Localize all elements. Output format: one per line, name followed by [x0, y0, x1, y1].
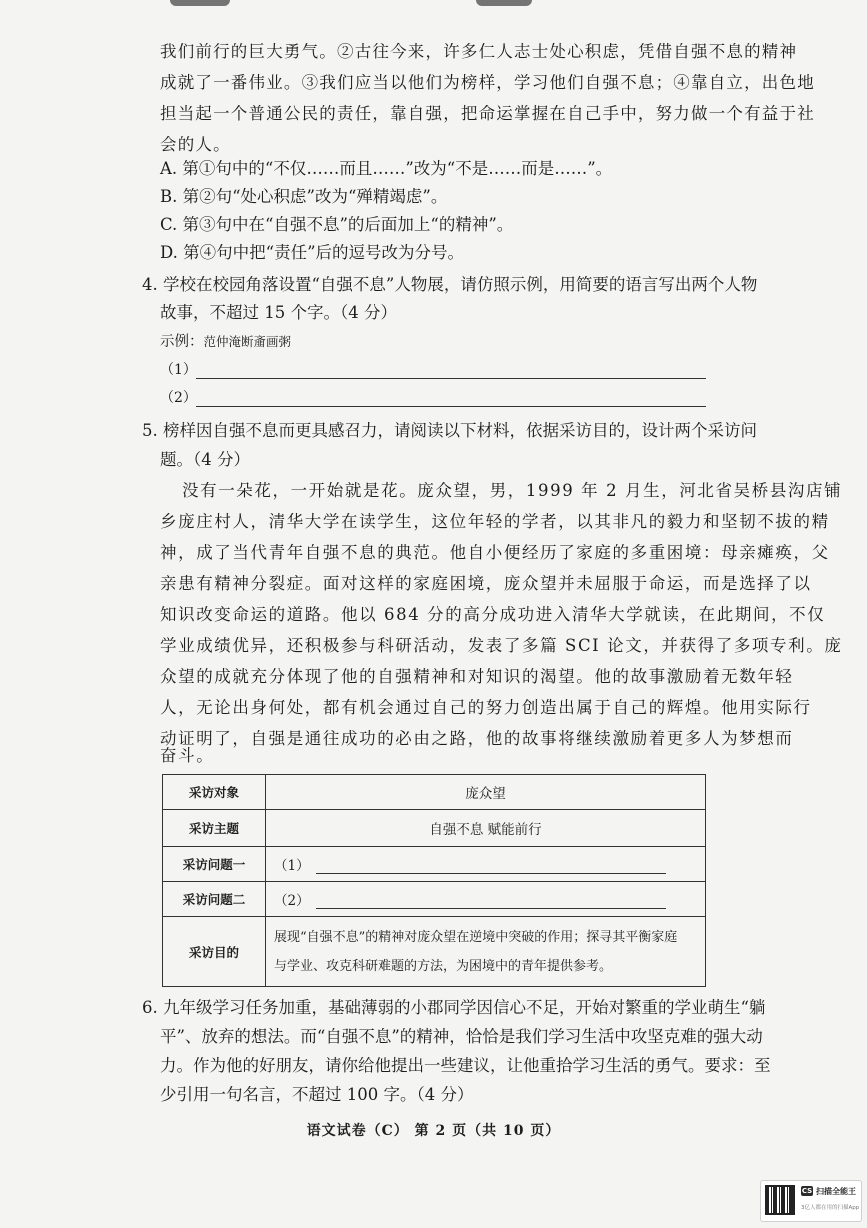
q5-prompt: 5. 榜样因自强不息而更具感召力，请阅读以下材料，依据采访目的，设计两个采访问	[142, 421, 757, 440]
scanner-title: 扫描全能王	[816, 1187, 856, 1196]
scan-artifact	[170, 0, 230, 6]
q3-option-c[interactable]: C. 第③句中在“自强不息”的后面加上“的精神”。	[160, 215, 514, 234]
cs-logo-icon: CS	[801, 1187, 813, 1195]
q6-prompt: 6. 九年级学习任务加重，基础薄弱的小郡同学因信心不足，开始对繁重的学业萌生“躺	[142, 998, 766, 1017]
q5-passage-line: 神，成了当代青年自强不息的典范。他自小便经历了家庭的多重困境：母亲瘫痪，父	[160, 543, 830, 562]
question-1-cell[interactable]	[266, 847, 706, 882]
table-label: 采访目的	[163, 917, 266, 987]
q5-passage-line: 没有一朵花，一开始就是花。庞众望，男，1999 年 2 月生，河北省吴桥县沟店铺	[182, 481, 843, 500]
q4-prompt: 4. 学校在校园角落设置“自强不息”人物展，请仿照示例，用简要的语言写出两个人物	[142, 275, 758, 294]
qr-code-icon	[765, 1185, 795, 1215]
page-footer: 语文试卷（C） 第 2 页（共 10 页）	[306, 1123, 561, 1139]
q6-prompt-cont: 少引用一句名言，不超过 100 字。（4 分）	[160, 1085, 474, 1104]
table-label: 采访问题二	[163, 882, 266, 917]
q4-example-label: 示例：	[160, 334, 204, 350]
q3-option-d[interactable]: D. 第④句中把“责任”后的逗号改为分号。	[160, 243, 465, 262]
q5-passage-line: 人，无论出身何处，都有机会通过自己的努力创造出属于自己的辉煌。他用实际行	[160, 698, 812, 717]
purpose-line: 展现“自强不息”的精神对庞众望在逆境中突破的作用；探寻其平衡家庭	[274, 929, 678, 945]
q5-passage-line: 众望的成就充分体现了他的自强精神和对知识的渴望。他的故事激励着无数年轻	[160, 667, 794, 686]
table-row	[163, 847, 706, 882]
scanner-badge	[760, 1180, 862, 1222]
table-label: 采访对象	[163, 775, 266, 810]
q5-passage-line: 奋斗。	[160, 746, 215, 765]
q5-passage-line: 动证明了，自强是通往成功的必由之路，他的故事将继续激励着更多人为梦想而	[160, 729, 794, 748]
q6-prompt-cont: 力。作为他的好朋友，请你给他提出一些建议，让他重拾学习生活的勇气。要求：至	[160, 1056, 771, 1075]
table-row	[163, 882, 706, 917]
question-2-label: （2）	[274, 893, 310, 909]
q6-prompt-cont: 平”、放弃的想法。而“自强不息”的精神，恰恰是我们学习生活中攻坚克难的强大动	[160, 1027, 763, 1046]
table-row	[163, 775, 706, 810]
q4-prompt-cont: 故事，不超过 15 个字。（4 分）	[160, 303, 397, 322]
question-2-cell[interactable]	[266, 882, 706, 917]
q4-answer-line-2[interactable]	[196, 406, 706, 407]
question-1-answer-line[interactable]	[316, 859, 666, 874]
q5-passage-line: 亲患有精神分裂症。面对这样的家庭困境，庞众望并未屈服于命运，而是选择了以	[160, 574, 812, 593]
q3-option-a[interactable]: A. 第①句中的“不仅……而且……”改为“不是……而是……”。	[160, 159, 613, 178]
q3-option-b[interactable]: B. 第②句“处心积虑”改为“殚精竭虑”。	[160, 187, 448, 206]
scanner-subtitle: 3亿人都在用的扫描App	[801, 1205, 860, 1211]
purpose-line: 与学业、攻克科研难题的方法，为困境中的青年提供参考。	[274, 958, 613, 974]
q3-text-line: 担当起一个普通公民的责任，靠自强，把命运掌握在自己手中，努力做一个有益于社	[160, 104, 815, 123]
q3-text-line: 我们前行的巨大勇气。②古往今来，许多仁人志士处心积虑，凭借自强不息的精神	[160, 42, 798, 61]
table-value: 庞众望	[266, 775, 706, 810]
q3-text-line: 成就了一番伟业。③我们应当以他们为榜样，学习他们自强不息；④靠自立，出色地	[160, 73, 815, 92]
q5-prompt-cont: 题。（4 分）	[160, 450, 250, 469]
table-label: 采访主题	[163, 810, 266, 847]
table-value: 自强不息 赋能前行	[266, 810, 706, 847]
q3-text-line: 会的人。	[160, 135, 231, 154]
q5-passage-line: 乡庞庄村人，清华大学在读学生，这位年轻的学者，以其非凡的毅力和坚韧不拔的精	[160, 512, 830, 531]
interview-table	[162, 774, 706, 987]
question-1-label: （1）	[274, 858, 310, 874]
table-row	[163, 810, 706, 847]
q4-blank-2-label: （2）	[160, 390, 197, 406]
table-row	[163, 917, 706, 987]
table-label: 采访问题一	[163, 847, 266, 882]
question-2-answer-line[interactable]	[316, 894, 666, 909]
purpose-cell	[266, 917, 706, 987]
q5-passage-line: 知识改变命运的道路。他以 684 分的高分成功进入清华大学就读，在此期间，不仅	[160, 605, 826, 624]
q4-blank-1-label: （1）	[160, 362, 197, 378]
scan-artifact	[476, 0, 532, 6]
q4-example	[160, 335, 291, 350]
q4-example-text: 范仲淹断齑画粥	[203, 334, 292, 349]
q4-answer-line-1[interactable]	[196, 378, 706, 379]
q5-passage-line: 学业成绩优异，还积极参与科研活动，发表了多篇 SCI 论文，并获得了多项专利。庞	[160, 636, 843, 655]
